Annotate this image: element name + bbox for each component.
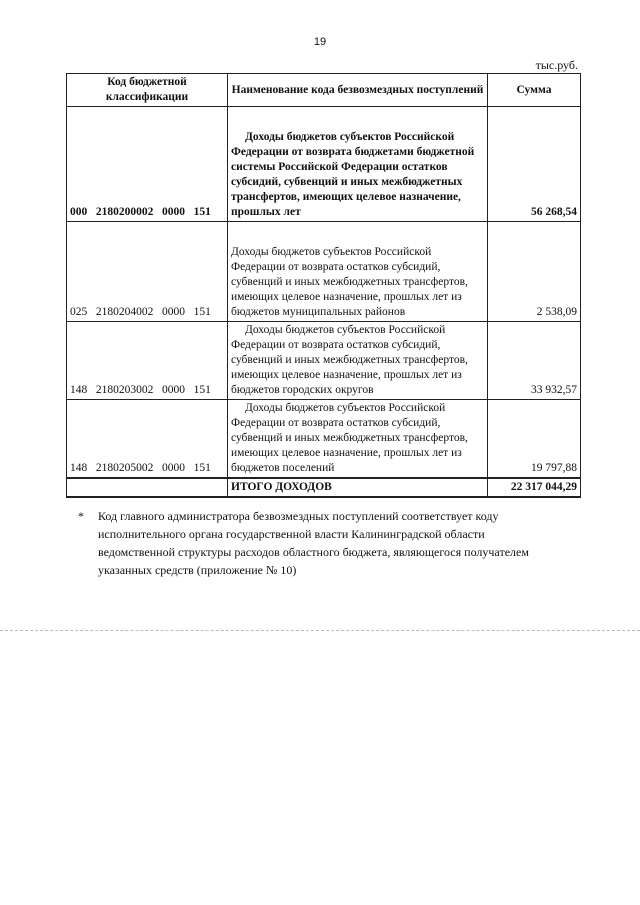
total-empty-cell xyxy=(67,478,228,497)
cell-spacer xyxy=(231,223,484,245)
income-name: Доходы бюджетов субъектов Российской Федерации от возврата остатков субсидий, субвенций и иных межбюджетных трансфертов, имеющих целевое назначение, прошлых лет из бюджетов муниципальных районов xyxy=(231,246,468,318)
total-sum: 22 317 044,29 xyxy=(488,478,581,497)
income-name: Доходы бюджетов субъектов Российской Федерации от возврата бюджетами бюджетной системы Российской Федерации остатков субсидий, субвенций и иных межбюджетных трансфертов, имеющих целевое назначение, прошлых лет xyxy=(231,131,475,218)
table-row xyxy=(67,322,581,400)
row-name-cell xyxy=(228,322,488,400)
row-code-cell xyxy=(67,400,228,479)
income-sum: 56 268,54 xyxy=(488,107,581,222)
program-code: 0000 xyxy=(162,206,185,218)
econ-code: 151 xyxy=(193,206,211,218)
admin-code: 000 xyxy=(70,206,88,218)
econ-code: 151 xyxy=(193,462,211,474)
page-divider xyxy=(0,630,640,631)
total-label: ИТОГО ДОХОДОВ xyxy=(228,478,488,497)
row-code-cell xyxy=(67,107,228,222)
table-row xyxy=(67,400,581,479)
budget-code: 2180204002 xyxy=(95,306,154,318)
footnote xyxy=(78,507,548,579)
header-sum: Сумма xyxy=(488,74,581,107)
row-name-cell xyxy=(228,400,488,479)
income-name: Доходы бюджетов субъектов Российской Федерации от возврата остатков субсидий, субвенций и иных межбюджетных трансфертов, имеющих целевое назначение, прошлых лет из бюджетов поселений xyxy=(231,402,468,474)
row-name-cell xyxy=(228,107,488,222)
admin-code: 025 xyxy=(70,306,88,318)
row-code-cell xyxy=(67,222,228,322)
budget-code: 2180205002 xyxy=(95,462,154,474)
cell-spacer xyxy=(231,108,484,130)
program-code: 0000 xyxy=(162,462,185,474)
table-row xyxy=(67,107,581,222)
row-name-cell xyxy=(228,222,488,322)
budget-table xyxy=(66,73,581,498)
units-label: тыс.руб. xyxy=(535,58,578,72)
program-code: 0000 xyxy=(162,306,185,318)
page-number: 19 xyxy=(313,36,327,48)
program-code: 0000 xyxy=(162,384,185,396)
admin-code: 148 xyxy=(70,384,88,396)
row-code-cell xyxy=(67,322,228,400)
budget-code: 2180200002 xyxy=(95,206,154,218)
income-name: Доходы бюджетов субъектов Российской Федерации от возврата остатков субсидий, субвенций и иных межбюджетных трансфертов, имеющих целевое назначение, прошлых лет из бюджетов городских округов xyxy=(231,324,468,396)
econ-code: 151 xyxy=(193,306,211,318)
income-sum: 2 538,09 xyxy=(488,222,581,322)
admin-code: 148 xyxy=(70,462,88,474)
header-code: Код бюджетной классификации xyxy=(67,74,228,107)
footnote-marker: * xyxy=(78,509,84,523)
econ-code: 151 xyxy=(193,384,211,396)
income-sum: 33 932,57 xyxy=(488,322,581,400)
table-header-row xyxy=(67,74,581,107)
footnote-text: Код главного администратора безвозмездных поступлений соответствует коду исполнительного органа государственной власти Калининградской области ведомственной структуры расходов областного бюджета, являющегося получателем указанных средств (приложение № 10) xyxy=(98,509,529,577)
table-row xyxy=(67,222,581,322)
income-sum: 19 797,88 xyxy=(488,400,581,479)
header-name: Наименование кода безвозмездных поступлений xyxy=(228,74,488,107)
total-row xyxy=(67,478,581,497)
budget-code: 2180203002 xyxy=(95,384,154,396)
